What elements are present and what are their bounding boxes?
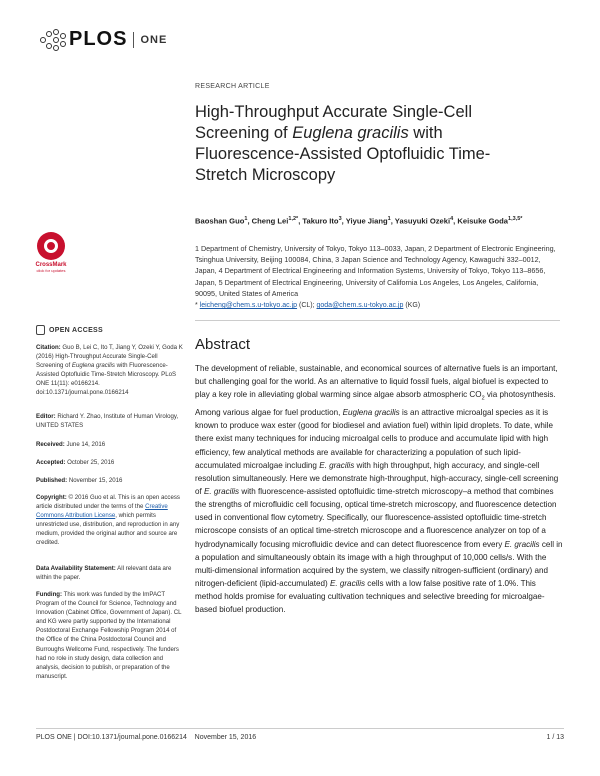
funding-text: This work was funded by the ImPACT Program of the Council for Science, Technology and Innovation (Cabinet Office, Government of Japan). CL and KG were partly supported by the International Postdoctoral Exchange Fellowship Program 2014 of the Office of the China Postdoctoral Council and Burroughs Wellcome Fund, respectively. The funders had no role in study design, data collection and analysis, decision to publish, or preparation of the manuscript. xyxy=(36,591,182,680)
header-divider xyxy=(195,320,560,321)
availability-label: Data Availability Statement: xyxy=(36,565,116,572)
correspondence-star: * xyxy=(195,302,200,309)
copyright-label: Copyright: xyxy=(36,494,67,501)
copyright-text: © 2016 Guo et al. This is an open access article distributed under the terms of the xyxy=(36,494,180,511)
abstract-text: via photosynthesis. Among various algae for fuel production, xyxy=(195,390,556,418)
funding-label: Funding: xyxy=(36,591,63,598)
copyright-block xyxy=(36,493,184,548)
abstract-text: The development of reliable, sustainable, and economical sources of alternative fuels is an important, but challenging goal for the world. As an alternative to liquid fossil fuels, algal biofuel is expected to play a key role in alleviating global warming since algae absorb atmospheric CO xyxy=(195,364,558,400)
open-lock-icon xyxy=(36,325,45,335)
author-name: Baoshan Guo xyxy=(195,216,245,226)
crossmark-label: CrossMark xyxy=(35,262,67,268)
editor-label: Editor: xyxy=(36,413,56,420)
abstract-body xyxy=(195,362,563,617)
citation-text-end: with Fluorescence-Assisted Optofluidic Time-Stretch Microscopy. PLoS ONE 11(11): e0166214. doi:10.1371/journal.pone.0166214 xyxy=(36,362,177,397)
author-affiliation-sup: 1,2* xyxy=(288,216,299,222)
editor-block xyxy=(36,412,184,430)
author-affiliation-sup: 4 xyxy=(450,216,454,222)
author-name: Cheng Lei xyxy=(251,216,289,226)
citation-block xyxy=(36,343,184,398)
footer-divider xyxy=(36,728,564,729)
abstract-text: cell in a population and simultaneously obtain its image with a high throughput of 10,000 cells/s. With the multi-dimensional information acquired by the system, we classify nitrogen-sufficient (ordinary) and nitrogen-deficient (lipid-accumulated) xyxy=(195,539,563,589)
abstract-text: with high throughput, high accuracy, and single-cell resolution simultaneously. Here we demonstrate high-throughput, high-accuracy, single-cell screening of xyxy=(195,460,559,497)
species-name: E. gracilis xyxy=(329,579,366,589)
correspondence-note1: (CL); xyxy=(297,302,317,309)
email-link-cl[interactable]: leicheng@chem.s.u-tokyo.ac.jp xyxy=(199,302,298,309)
abstract-text: is an attractive microalgal species as it is known to produce wax ester (good for biodiesel and aviation fuel) within lipid droplets. To date, while there exist many techniques for inducing microalgal cells to produce and accumulate lipid with high efficiency, few analytical methods are available for characterizing a population of such lipid-accumulated microalgae including xyxy=(195,408,553,470)
journal-name: PLOS xyxy=(69,28,128,50)
journal-logo xyxy=(40,28,167,51)
editor-text: Richard Y. Zhao, Institute of Human Virology, UNITED STATES xyxy=(36,413,179,430)
availability-text: All relevant data are within the paper. xyxy=(36,565,172,582)
abstract-heading: Abstract xyxy=(195,336,251,353)
license-link[interactable]: Creative Commons Attribution License xyxy=(36,503,168,520)
crossmark-badge[interactable] xyxy=(34,232,68,273)
title-part1: High-Throughput Accurate Single-Cell Screening of xyxy=(195,103,472,142)
plos-logo-icon xyxy=(40,29,66,51)
funding-block xyxy=(36,590,184,681)
journal-sub: ONE xyxy=(140,33,168,46)
correspondence xyxy=(195,302,560,309)
footer-citation: PLOS ONE | DOI:10.1371/journal.pone.0166214 November 15, 2016 xyxy=(36,734,257,741)
accepted-date xyxy=(36,458,184,467)
crossmark-sub: click for updates xyxy=(36,268,66,273)
title-italic: Euglena gracilis xyxy=(292,124,409,142)
author-name: Yasuyuki Ozeki xyxy=(394,216,451,226)
species-name: E. gracilis xyxy=(204,487,240,497)
species-name: E. gracilis xyxy=(319,460,355,470)
crossmark-icon xyxy=(37,232,65,260)
author-affiliation-sup: 1,3,5* xyxy=(508,216,523,222)
title-part2: with Fluorescence-Assisted Optofluidic Time-Stretch Microscopy xyxy=(195,124,491,184)
abstract-text: cells with a low false positive rate of 1.0%. This method holds promise for evaluating cultivation techniques and selective breeding for microalgae-based biofuel production. xyxy=(195,579,545,615)
published-label: Published: xyxy=(36,477,68,484)
published-text: November 15, 2016 xyxy=(67,477,123,484)
published-date xyxy=(36,476,184,485)
open-access-label: OPEN ACCESS xyxy=(49,326,103,334)
open-access-badge xyxy=(36,325,103,335)
author-affiliation-sup: 3 xyxy=(338,216,342,222)
citation-label: Citation: xyxy=(36,344,61,351)
accepted-text: October 25, 2016 xyxy=(65,459,115,466)
species-name: Euglena gracilis xyxy=(342,408,400,418)
article-type: RESEARCH ARTICLE xyxy=(195,83,270,90)
abstract-text: with fluorescence-assisted optofluidic time-stretch microscopy–a method that combines the strengths of microfluidic cell focusing, optical time-stretch microscopy, and fluorescence detection used in conventional flow cytometry. Specifically, our fluorescence-assisted optofluidic time-stretch microscope consists of an optical time-stretch microscope and a fluorescence analyzer on top of a hydrodynamically focusing microfluidic device and can detect fluorescence from every xyxy=(195,487,557,549)
citation-italic: Euglena gracilis xyxy=(71,362,115,370)
received-text: June 14, 2016 xyxy=(64,441,106,448)
author-list: Baoshan Guo$^1$, Cheng Lei$^{1,2*}$, Takuro Ito$^3$, Yiyue Jiang$^1$, Yasuyuki Ozeki$^4$, Keisuke Goda$^{1,3,5*}$ xyxy=(195,216,523,226)
data-availability-block xyxy=(36,564,184,582)
page-number: 1 / 13 xyxy=(546,734,564,741)
article-title xyxy=(195,102,535,186)
logo-divider xyxy=(133,32,134,48)
copyright-text-end: , which permits unrestricted use, distribution, and reproduction in any medium, provided the original author and source are credited. xyxy=(36,512,180,547)
affiliations: 1 Department of Chemistry, University of Tokyo, Tokyo 113–0033, Japan, 2 Department of Electronic Engineering, Tsinghua University, Beijing 100084, China, 3 Japan Science and Technology Agency, Kawaguchi 332–0012, Japan, 4 Department of Electrical Engineering and Information Systems, University of Tokyo, Tokyo 113–8656, Japan, 5 Department of Electrical Engineering, University of California Los Angeles, Los Angeles, California, 90095, United States of America xyxy=(195,244,556,298)
author-affiliation-sup: 1 xyxy=(244,216,248,222)
author-name: Yiyue Jiang xyxy=(345,216,388,226)
author-name: Keisuke Goda xyxy=(457,216,509,226)
correspondence-note2: (KG) xyxy=(403,302,421,309)
received-label: Received: xyxy=(36,441,65,448)
author-affiliation-sup: 1 xyxy=(387,216,391,222)
abstract-subscript: 2 xyxy=(481,395,485,402)
citation-text: Guo B, Lei C, Ito T, Jiang Y, Ozeki Y, Goda K (2016) High-Throughput Accurate Single-Cell Screening of xyxy=(36,344,183,370)
received-date xyxy=(36,440,184,449)
species-name: E. gracilis xyxy=(504,539,540,549)
author-name: Takuro Ito xyxy=(302,216,339,226)
email-link-kg[interactable]: goda@chem.s.u-tokyo.ac.jp xyxy=(316,302,404,309)
accepted-label: Accepted: xyxy=(36,459,66,466)
